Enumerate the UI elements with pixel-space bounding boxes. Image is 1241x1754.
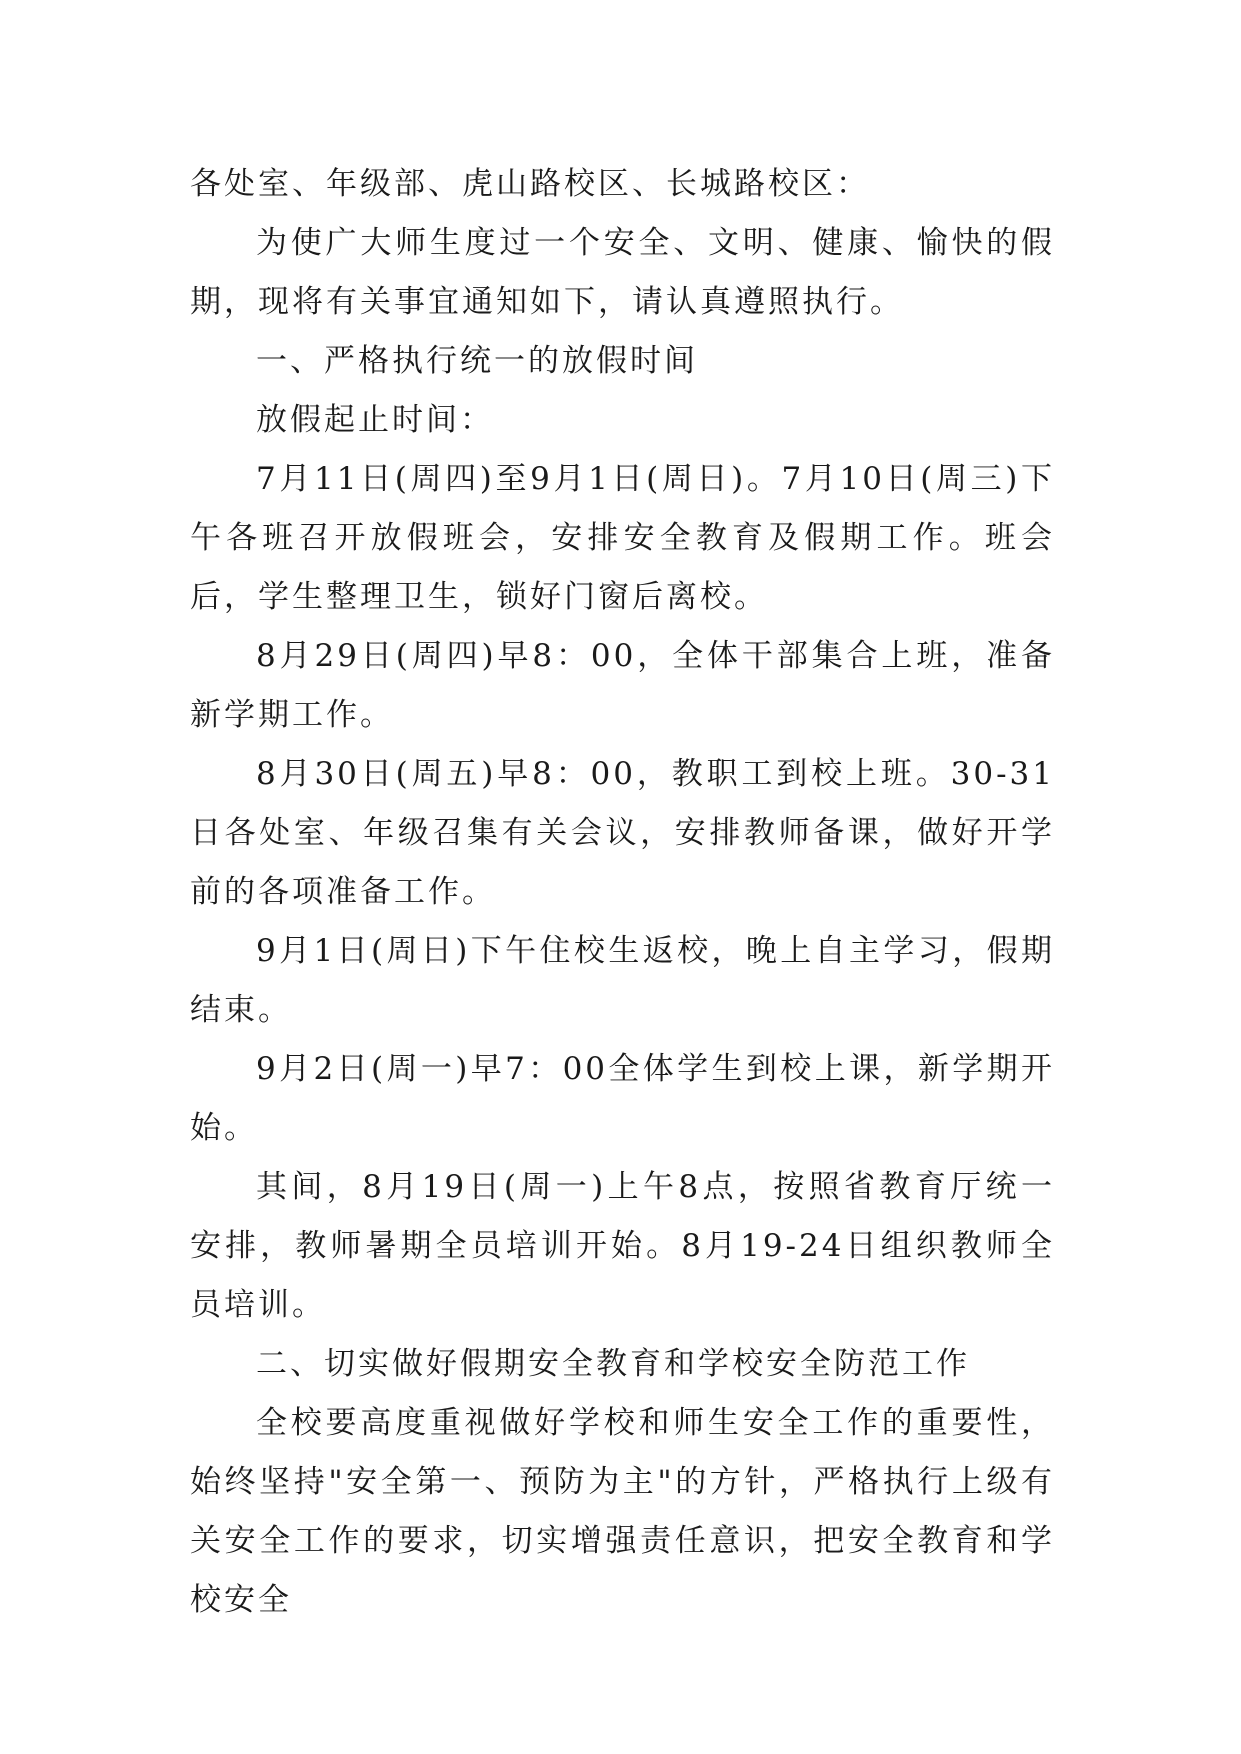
- paragraph-safety: 全校要高度重视做好学校和师生安全工作的重要性，始终坚持"安全第一、预防为主"的方针，严格执行上级有关安全工作的要求，切实增强责任意识，把安全教育和学校安全: [190, 1405, 1055, 1618]
- paragraph-staff-return: 8月30日(周五)早8：00，教职工到校上班。30-31日各处室、年级召集有关会议，安排教师备课，做好开学前的各项准备工作。: [190, 756, 1055, 910]
- section-heading-1: 一、严格执行统一的放假时间: [256, 343, 698, 379]
- subheading-dates: 放假起止时间：: [256, 402, 494, 438]
- paragraph-boarders-return: 9月1日(周日)下午住校生返校，晚上自主学习，假期结束。: [190, 933, 1055, 1028]
- paragraph-teacher-training: 其间，8月19日(周一)上午8点，按照省教育厅统一安排，教师暑期全员培训开始。8月19-24日组织教师全员培训。: [190, 1169, 1055, 1323]
- section-heading-2: 二、切实做好假期安全教育和学校安全防范工作: [256, 1346, 970, 1382]
- salutation: 各处室、年级部、虎山路校区、长城路校区：: [190, 166, 870, 202]
- paragraph-term-start: 9月2日(周一)早7：00全体学生到校上课，新学期开始。: [190, 1051, 1055, 1146]
- paragraph-holiday-period: 7月11日(周四)至9月1日(周日)。7月10日(周三)下午各班召开放假班会，安排安全教育及假期工作。班会后，学生整理卫生，锁好门窗后离校。: [190, 461, 1055, 615]
- intro-paragraph: 为使广大师生度过一个安全、文明、健康、愉快的假期，现将有关事宜通知如下，请认真遵照执行。: [190, 225, 1055, 320]
- paragraph-cadres-return: 8月29日(周四)早8：00，全体干部集合上班，准备新学期工作。: [190, 638, 1055, 733]
- document-page: [190, 155, 1055, 1630]
